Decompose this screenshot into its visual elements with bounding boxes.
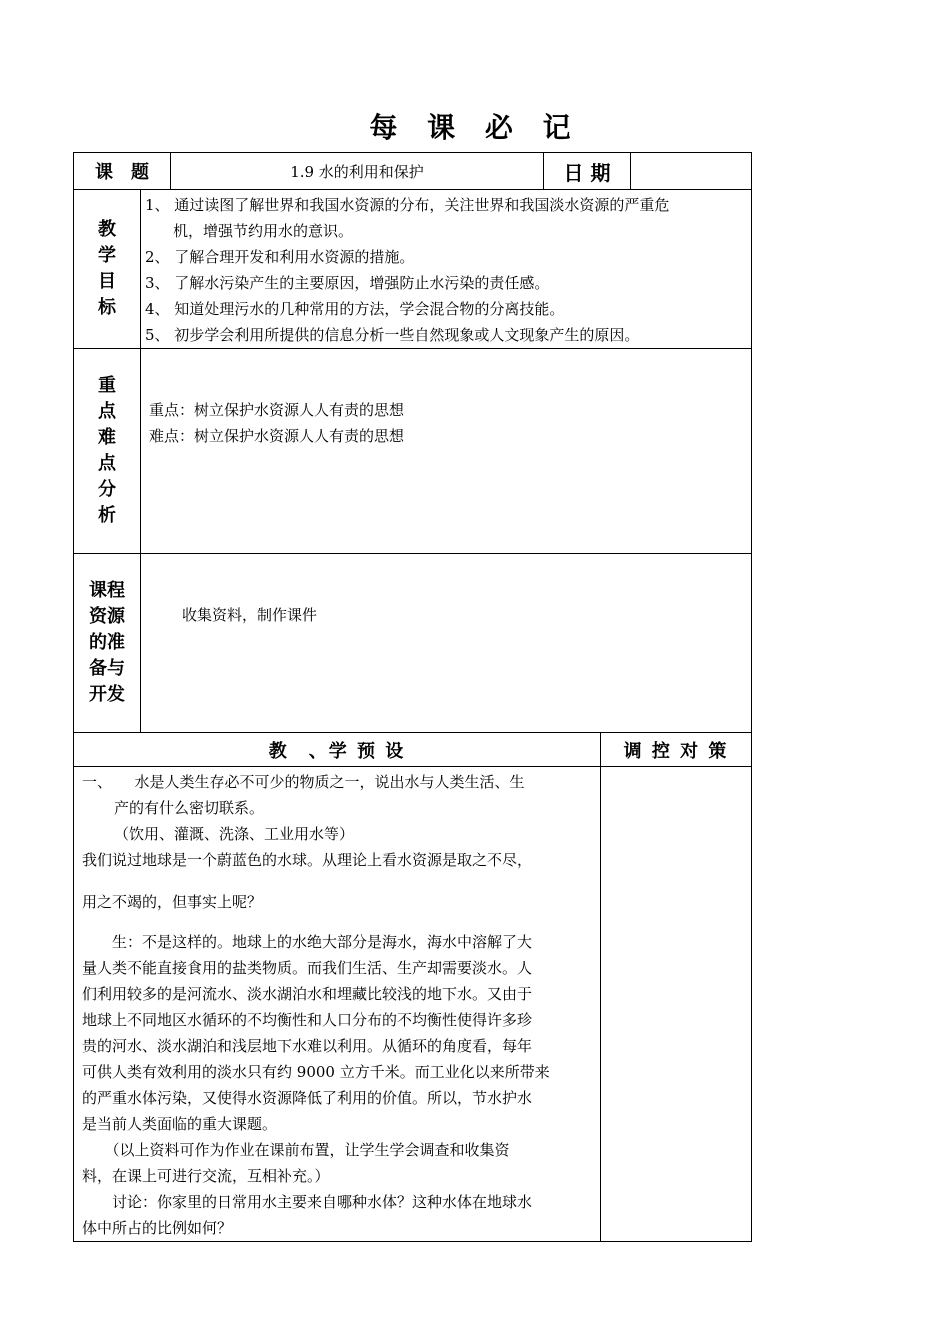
paragraph: 一、 水是人类生存必不可少的物质之一，说出水与人类生活、生 bbox=[82, 773, 525, 791]
paragraph-line: 地球上不同地区水循环的不均衡性和人口分布的不均衡性使得许多珍 bbox=[82, 1011, 533, 1029]
objective-line: 2、 了解合理开发和利用水资源的措施。 bbox=[145, 248, 415, 266]
paragraph-line: 料，在课上可进行交流，互相补充。） bbox=[82, 1167, 330, 1185]
objective-line: 3、 了解水污染产生的主要原因，增强防止水污染的责任感。 bbox=[145, 274, 550, 292]
teaching-plan-table bbox=[73, 732, 752, 1242]
objective-line: 4、 知道处理污水的几种常用的方法，学会混合物的分离技能。 bbox=[145, 300, 565, 318]
page-title: 每 课 必 记 bbox=[369, 111, 581, 144]
plan-header: 教 、学 预 设 bbox=[74, 733, 601, 767]
paragraph-line: 量人类不能直接食用的盐类物质。而我们生活、生产却需要淡水。人 bbox=[82, 959, 533, 977]
objective-line: 机，增强节约用水的意识。 bbox=[173, 222, 354, 240]
paragraph-line: 讨论：你家里的日常用水主要来自哪种水体？这种水体在地球水 bbox=[82, 1193, 533, 1211]
key-point: 重点：树立保护水资源人人有责的思想 bbox=[149, 401, 405, 419]
strategy-content bbox=[601, 767, 752, 1242]
paragraph-line: 体中所占的比例如何？ bbox=[82, 1219, 233, 1237]
paragraph-line: 是当前人类面临的重大课题。 bbox=[82, 1115, 278, 1133]
paragraph-line: 生：不是这样的。地球上的水绝大部分是海水，海水中溶解了大 bbox=[82, 933, 533, 951]
topic-label: 课 题 bbox=[74, 153, 171, 190]
paragraph-line: 贵的河水、淡水湖泊和浅层地下水难以利用。从循环的角度看，每年 bbox=[82, 1037, 533, 1055]
date-value bbox=[631, 153, 752, 190]
paragraph-line: （以上资料可作为作业在课前布置，让学生学会调查和收集资 bbox=[82, 1141, 510, 1159]
strategy-header: 调 控 对 策 bbox=[601, 733, 752, 767]
objective-line: 5、 初步学会利用所提供的信息分析一些自然现象或人文现象产生的原因。 bbox=[145, 326, 640, 344]
topic-value: 1.9 水的利用和保护 bbox=[171, 153, 544, 190]
paragraph: （饮用、灌溉、洗涤、工业用水等） bbox=[114, 825, 355, 843]
resources-label: 课程 资源 的准 备与 开发 bbox=[74, 554, 141, 733]
difficult-point: 难点：树立保护水资源人人有责的思想 bbox=[149, 427, 405, 445]
paragraph: 产的有什么密切联系。 bbox=[114, 799, 265, 817]
plan-content bbox=[74, 767, 601, 1242]
key-points-content bbox=[141, 349, 752, 554]
resources-content: 收集资料，制作课件 bbox=[141, 554, 752, 733]
objectives-content bbox=[141, 190, 752, 349]
paragraph-line: 的严重水体污染，又使得水资源降低了利用的价值。所以，节水护水 bbox=[82, 1089, 533, 1107]
key-points-label: 重 点 难 点 分 析 bbox=[74, 349, 141, 554]
paragraph-line: 可供人类有效利用的淡水只有约 9000 立方千米。而工业化以来所带来 bbox=[82, 1063, 550, 1081]
date-label: 日 期 bbox=[544, 153, 631, 190]
lesson-info-table bbox=[73, 152, 752, 733]
objectives-label: 教 学 目 标 bbox=[74, 190, 141, 349]
objective-line: 1、 通过读图了解世界和我国水资源的分布，关注世界和我国淡水资源的严重危 bbox=[145, 196, 670, 214]
paragraph-line: 们利用较多的是河流水、淡水湖泊水和埋藏比较浅的地下水。又由于 bbox=[82, 985, 533, 1003]
paragraph: 我们说过地球是一个蔚蓝色的水球。从理论上看水资源是取之不尽， bbox=[82, 851, 533, 869]
paragraph: 用之不竭的，但事实上呢？ bbox=[82, 893, 263, 911]
